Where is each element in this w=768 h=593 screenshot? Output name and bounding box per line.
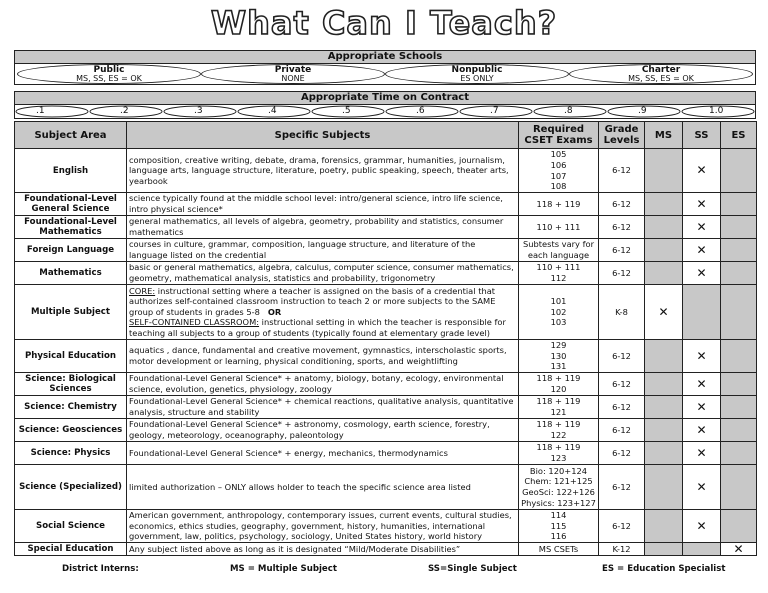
subject-area: Science: Chemistry [15, 396, 127, 419]
contract-label-8: .8 [564, 106, 573, 116]
subject-area: Foundational-Level Mathematics [15, 216, 127, 239]
contract-label-3: .3 [194, 106, 203, 116]
or-text: OR [267, 306, 282, 317]
specific-subjects: Foundational-Level General Science* + astronomy, cosmology, earth science, forestry, geology, meteorology, oceanography, paleontology [127, 419, 519, 442]
cset-exams: 110 + 111 112 [519, 262, 599, 285]
specific-subjects: aquatics , dance, fundamental and creative movement, gymnastics, interscholastic sports, motor development or learning, physical conditioning, sports, and weightlifting [127, 340, 519, 373]
grade-levels: 6-12 [599, 419, 645, 442]
school-public [17, 64, 201, 84]
es-mark [721, 373, 757, 396]
specific-subjects: American government, anthropology, contemporary issues, current events, cultural studies, economics, ethics studies, geography, government, history, humanities, international government, law, politics, psychology, sociology, United States history, world history [127, 510, 519, 543]
contract-label-7: .7 [490, 106, 499, 116]
es-mark [721, 442, 757, 465]
contract-label-4: .4 [268, 106, 277, 116]
ms-mark [645, 262, 683, 285]
core-label: CORE: [129, 285, 156, 296]
grade-levels: K-8 [599, 285, 645, 340]
table-header-row [15, 122, 757, 149]
es-mark: ✕ [721, 543, 757, 556]
school-charter-value: MS, SS, ES = OK [628, 74, 694, 83]
ss-mark: ✕ [683, 373, 721, 396]
table-row [15, 543, 757, 556]
contract-label-10: 1.0 [709, 106, 724, 116]
subject-area: Science: Biological Sciences [15, 373, 127, 396]
specific-subjects: basic or general mathematics, algebra, calculus, computer science, consumer mathematics, geometry, mathematical analysis, statistics and probability, trigonometry [127, 262, 519, 285]
specific-subjects: general mathematics, all levels of algebra, geometry, probability and statistics, consumer mathematics [127, 216, 519, 239]
grade-levels: 6-12 [599, 216, 645, 239]
grade-levels: K-12 [599, 543, 645, 556]
grade-levels: 6-12 [599, 262, 645, 285]
table-row [15, 262, 757, 285]
school-nonpublic-name: Nonpublic [451, 65, 503, 75]
table-row [15, 419, 757, 442]
self-contained-label: SELF-CONTAINED CLASSROOM: [129, 317, 260, 328]
footer-ms: MS = Multiple Subject [230, 564, 337, 574]
table-row [15, 149, 757, 193]
grade-levels: 6-12 [599, 442, 645, 465]
grade-levels: 6-12 [599, 373, 645, 396]
ms-mark [645, 396, 683, 419]
ss-mark: ✕ [683, 262, 721, 285]
contract-scale [14, 105, 756, 119]
ss-mark: ✕ [683, 193, 721, 216]
school-public-name: Public [93, 65, 125, 75]
school-charter [569, 64, 753, 84]
school-nonpublic-value: ES ONLY [460, 74, 494, 83]
cset-exams: 118 + 119 120 [519, 373, 599, 396]
ms-mark [645, 340, 683, 373]
cset-exams: 118 + 119 122 [519, 419, 599, 442]
specific-subjects: Foundational-Level General Science* + anatomy, biology, botany, ecology, environmental science, evolution, genetics, physiology, zoology [127, 373, 519, 396]
es-mark [721, 419, 757, 442]
ms-mark [645, 216, 683, 239]
subject-area: Foundational-Level General Science [15, 193, 127, 216]
subject-area: Mathematics [15, 262, 127, 285]
table-row [15, 442, 757, 465]
subject-area: Foreign Language [15, 239, 127, 262]
table-row [15, 285, 757, 340]
table-row [15, 396, 757, 419]
ss-mark: ✕ [683, 149, 721, 193]
self-contained-text: instructional setting in which the teacher is responsible for teaching all subjects to a group of students (typically found at elementary grade level) [129, 317, 506, 338]
ms-mark [645, 239, 683, 262]
ms-mark [645, 465, 683, 510]
cset-exams: 101 102 103 [519, 285, 599, 340]
contract-label-5: .5 [342, 106, 351, 116]
cset-exams: Subtests vary for each language [519, 239, 599, 262]
cset-exams: 105 106 107 108 [519, 149, 599, 193]
ms-mark [645, 543, 683, 556]
es-mark [721, 396, 757, 419]
table-row [15, 193, 757, 216]
specific-subjects: composition, creative writing, debate, drama, forensics, grammar, humanities, journalism, language arts, language structure, literature, poetry, public speaking, speech, theater arts, yearbook [127, 149, 519, 193]
specific-subjects: courses in culture, grammar, composition, language structure, and literature of the language listed on the credential [127, 239, 519, 262]
table-row [15, 216, 757, 239]
table-row [15, 373, 757, 396]
ms-mark [645, 373, 683, 396]
cset-exams: Bio: 120+124 Chem: 121+125 GeoSci: 122+126 Physics: 123+127 [519, 465, 599, 510]
schools-header: Appropriate Schools [14, 50, 756, 64]
es-mark [721, 465, 757, 510]
grade-levels: 6-12 [599, 510, 645, 543]
col-es: ES [721, 122, 757, 149]
school-nonpublic [385, 64, 569, 84]
contract-label-6: .6 [416, 106, 425, 116]
grade-levels: 6-12 [599, 465, 645, 510]
es-mark [721, 239, 757, 262]
ss-mark: ✕ [683, 442, 721, 465]
ms-mark [645, 419, 683, 442]
ss-mark: ✕ [683, 239, 721, 262]
school-private-name: Private [274, 65, 312, 75]
grade-levels: 6-12 [599, 340, 645, 373]
specific-subjects [127, 285, 519, 340]
es-mark [721, 216, 757, 239]
school-private-value: NONE [281, 74, 305, 83]
ss-mark: ✕ [683, 419, 721, 442]
page-title: What Can I Teach? [210, 4, 558, 42]
es-mark [721, 193, 757, 216]
col-ss: SS [683, 122, 721, 149]
table-row [15, 340, 757, 373]
es-mark [721, 262, 757, 285]
subject-area: Physical Education [15, 340, 127, 373]
ss-mark [683, 543, 721, 556]
subject-area: Science: Geosciences [15, 419, 127, 442]
ss-mark [683, 285, 721, 340]
ms-mark [645, 193, 683, 216]
specific-subjects: Foundational-Level General Science* + energy, mechanics, thermodynamics [127, 442, 519, 465]
schools-row [14, 62, 756, 85]
table-row [15, 239, 757, 262]
ss-mark: ✕ [683, 510, 721, 543]
ms-mark [645, 149, 683, 193]
subject-area: Special Education [15, 543, 127, 556]
cset-exams: 118 + 119 123 [519, 442, 599, 465]
school-public-value: MS, SS, ES = OK [76, 74, 142, 83]
contract-oval-1 [16, 106, 88, 117]
grade-levels: 6-12 [599, 396, 645, 419]
specific-subjects: science typically found at the middle school level: intro/general science, intro life science, intro physical science* [127, 193, 519, 216]
table-row [15, 465, 757, 510]
col-grade-levels: Grade Levels [599, 122, 645, 149]
cset-exams: 118 + 119 [519, 193, 599, 216]
subject-area: Science (Specialized) [15, 465, 127, 510]
cset-exams: MS CSETs [519, 543, 599, 556]
subjects-table [14, 121, 757, 556]
es-mark [721, 340, 757, 373]
contract-header: Appropriate Time on Contract [14, 91, 756, 105]
ms-mark: ✕ [645, 285, 683, 340]
col-required-exams: Required CSET Exams [519, 122, 599, 149]
footer-district-interns: District Interns: [62, 564, 139, 574]
school-private [201, 64, 385, 84]
ss-mark: ✕ [683, 465, 721, 510]
grade-levels: 6-12 [599, 193, 645, 216]
footer-ss: SS=Single Subject [428, 564, 517, 574]
ms-mark [645, 442, 683, 465]
es-mark [721, 149, 757, 193]
footer-es: ES = Education Specialist [602, 564, 726, 574]
school-charter-name: Charter [641, 65, 681, 75]
contract-label-9: .9 [638, 106, 647, 116]
specific-subjects: Any subject listed above as long as it is designated “Mild/Moderate Disabilities” [127, 543, 519, 556]
specific-subjects: limited authorization – ONLY allows holder to teach the specific science area listed [127, 465, 519, 510]
col-ms: MS [645, 122, 683, 149]
specific-subjects: Foundational-Level General Science* + chemical reactions, qualitative analysis, quantitative analysis, structure and stability [127, 396, 519, 419]
cset-exams: 129 130 131 [519, 340, 599, 373]
col-specific-subjects: Specific Subjects [127, 122, 519, 149]
subject-area: Science: Physics [15, 442, 127, 465]
grade-levels: 6-12 [599, 239, 645, 262]
subject-area: Social Science [15, 510, 127, 543]
subject-area: English [15, 149, 127, 193]
table-row [15, 510, 757, 543]
es-mark [721, 285, 757, 340]
ss-mark: ✕ [683, 396, 721, 419]
grade-levels: 6-12 [599, 149, 645, 193]
contract-label-2: .2 [120, 106, 129, 116]
core-text: instructional setting where a teacher is assigned on the basis of a credential that authorizes self-contained classroom instruction to teach 2 or more subjects to the SAME group of students in grades 5-8 [129, 285, 496, 317]
ss-mark: ✕ [683, 216, 721, 239]
cset-exams: 118 + 119 121 [519, 396, 599, 419]
ms-mark [645, 510, 683, 543]
subject-area: Multiple Subject [15, 285, 127, 340]
ss-mark: ✕ [683, 340, 721, 373]
es-mark [721, 510, 757, 543]
cset-exams: 110 + 111 [519, 216, 599, 239]
cset-exams: 114 115 116 [519, 510, 599, 543]
contract-label-1: .1 [36, 106, 45, 116]
col-subject-area: Subject Area [15, 122, 127, 149]
